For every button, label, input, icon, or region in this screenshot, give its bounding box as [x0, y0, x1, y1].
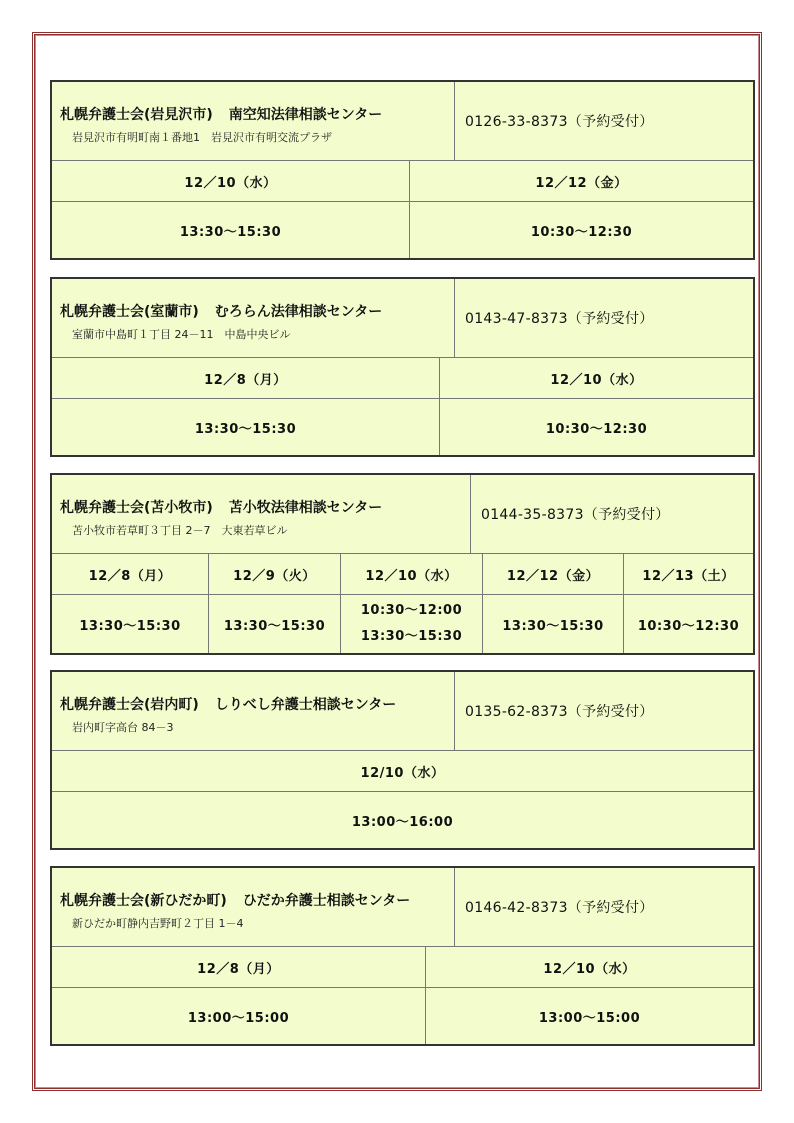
time-row: [52, 202, 753, 258]
time-cell: 13:30～15:30: [52, 595, 209, 653]
date-row: [52, 947, 753, 988]
bar-association: 札幌弁護士会(岩見沢市): [60, 107, 213, 123]
phone-number: 0144-35-8373（予約受付）: [481, 507, 670, 523]
time-row: [52, 792, 753, 848]
bar-association: 札幌弁護士会(新ひだか町): [60, 893, 227, 909]
date-cell: 12／8（月）: [52, 947, 426, 987]
center-block-iwanai: [50, 670, 755, 850]
time-slot: 13:30～15:30: [360, 629, 463, 644]
bar-association: 札幌弁護士会(岩内町): [60, 697, 199, 713]
center-title: [60, 104, 454, 124]
date-row: [52, 358, 753, 399]
time-cell: 13:00～15:00: [52, 988, 426, 1044]
center-name: 苫小牧法律相談センター: [228, 500, 383, 516]
bar-association: 札幌弁護士会(苫小牧市): [60, 500, 213, 516]
date-cell: 12／10（水）: [550, 372, 643, 388]
center-header: [52, 279, 753, 358]
time-row: [52, 988, 753, 1044]
date-row: [52, 751, 753, 792]
time-cell: 10:30～12:30: [530, 224, 633, 240]
center-address: 苫小牧市若草町３丁目 2－7 大東若草ビル: [72, 524, 288, 537]
time-cell: 10:30～12:30: [545, 421, 648, 437]
center-name: 南空知法律相談センター: [228, 107, 383, 123]
date-cell: 12／8（月）: [52, 358, 440, 398]
bar-association: 札幌弁護士会(室蘭市): [60, 304, 199, 320]
center-header: [52, 82, 753, 161]
center-name: ひだか弁護士相談センター: [242, 893, 411, 909]
date-cell: 12／10（水）: [341, 554, 483, 594]
date-cell: 12/10（水）: [360, 765, 445, 781]
phone-number: 0146-42-8373（予約受付）: [465, 900, 654, 916]
time-cell: 13:00～15:00: [538, 1010, 641, 1026]
date-cell: 12／13（土）: [642, 568, 735, 584]
time-cell: 13:30～15:30: [52, 202, 410, 258]
center-header: [52, 475, 753, 554]
time-slot: 10:30～12:00: [360, 603, 463, 618]
center-block-iwamizawa: [50, 80, 755, 260]
center-block-tomakomai: [50, 473, 755, 655]
time-row: [52, 399, 753, 455]
center-address: 室蘭市中島町１丁目 24－11 中島中央ビル: [72, 328, 291, 341]
time-cell: 13:30～15:30: [483, 595, 624, 653]
phone-number: 0126-33-8373（予約受付）: [465, 114, 654, 130]
date-cell: 12／12（金）: [535, 175, 628, 191]
date-cell: 12／12（金）: [483, 554, 624, 594]
center-title: [60, 497, 470, 517]
center-title: [60, 694, 454, 714]
center-info: [52, 475, 471, 553]
date-cell: 12／8（月）: [52, 554, 209, 594]
phone-number: 0143-47-8373（予約受付）: [465, 311, 654, 327]
date-cell: 12／10（水）: [52, 161, 410, 201]
date-row: [52, 554, 753, 595]
time-cell-double: [341, 595, 483, 653]
center-name: しりべし弁護士相談センター: [214, 697, 397, 713]
center-name: むろらん法律相談センター: [214, 304, 383, 320]
center-block-muroran: [50, 277, 755, 457]
date-cell: 12／9（火）: [209, 554, 341, 594]
phone-number: 0135-62-8373（予約受付）: [465, 704, 654, 720]
center-block-shinhidaka: [50, 866, 755, 1046]
date-cell: 12／10（水）: [543, 961, 636, 977]
center-header: [52, 672, 753, 751]
center-address: 新ひだか町静内吉野町２丁目 1－4: [72, 917, 244, 930]
time-row: [52, 595, 753, 653]
center-info: [52, 868, 455, 946]
time-cell: 13:30～15:30: [209, 595, 341, 653]
center-address: 岩内町字高台 84－3: [72, 721, 174, 734]
time-cell: 10:30～12:30: [637, 618, 740, 634]
center-info: [52, 279, 455, 357]
center-header: [52, 868, 753, 947]
time-cell: 13:00～16:00: [351, 814, 454, 830]
center-title: [60, 890, 454, 910]
center-info: [52, 82, 455, 160]
time-cell: 13:30～15:30: [52, 399, 440, 455]
center-info: [52, 672, 455, 750]
center-address: 岩見沢市有明町南１番地1 岩見沢市有明交流プラザ: [72, 131, 332, 144]
date-row: [52, 161, 753, 202]
center-title: [60, 301, 454, 321]
